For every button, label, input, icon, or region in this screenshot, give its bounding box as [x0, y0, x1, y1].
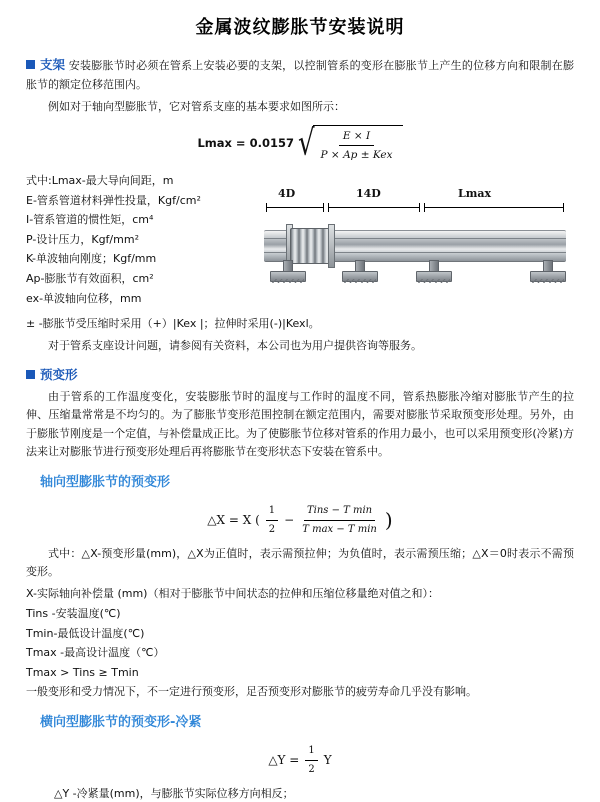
- lateral-eq-half: [305, 743, 317, 777]
- figure-label-4d: 4D: [278, 187, 296, 201]
- axial-note: Tmax > Tins ≥ Tmin: [26, 665, 139, 679]
- dimension-line-4d: [266, 207, 324, 208]
- page-title: 金属波纹膨胀节安装说明: [195, 17, 405, 38]
- lmax-denominator: P × Ap ± Kex: [320, 148, 393, 161]
- radical-icon: √: [297, 123, 315, 165]
- pipe-support-4: [530, 260, 564, 282]
- legend-item: K-单波轴向刚度；Kgf/mm: [26, 252, 157, 266]
- axial-note: 式中：△X-预变形量(mm)，△X为正值时，表示需预拉伸；为负值时，表示需预压缩；△X＝0时表示不需预变形。: [26, 547, 574, 579]
- figure-dimension-labels: [264, 185, 569, 201]
- legend-item: P-设计压力，Kgf/mm²: [26, 232, 139, 246]
- legend-item: Ap-膨胀节有效面积，cm²: [26, 272, 154, 286]
- figure-label-14d: 14D: [356, 187, 381, 201]
- axial-predeform-heading: 轴向型膨胀节的预变形: [40, 474, 171, 490]
- axial-eq-minus: −: [284, 512, 295, 527]
- axial-note: X-实际轴向补偿量 (mm)（相对于膨胀节中间状态的拉伸和压缩位移量绝对值之和）：: [26, 587, 439, 601]
- support-heading-label: 支架: [40, 56, 66, 72]
- predeform-heading-label: 预变形: [40, 366, 78, 382]
- legend-item: ex-单波轴向位移，mm: [26, 291, 142, 305]
- legend-item: I-管系管道的惯性矩，cm⁴: [26, 213, 154, 227]
- dimension-line-14d: [328, 207, 420, 208]
- lateral-note: △Y -冷紧量(mm)，与膨胀节实际位移方向相反；: [54, 787, 294, 801]
- axial-note: 一般变形和受力情况下，不一定进行预变形，足否预变形对膨胀节的疲劳寿命几乎没有影响。: [26, 685, 477, 699]
- bellows-icon: [290, 228, 332, 264]
- document-page: [0, 14, 600, 801]
- legend-list: [26, 170, 258, 309]
- legend-list-continued: [26, 315, 574, 333]
- legend-item: E-管系管道材料弹性投量，Kgf/cm²: [26, 193, 201, 207]
- pipe-support-3: [416, 260, 450, 282]
- axial-eq-lhs: △X = X (: [207, 512, 260, 527]
- document-body: [0, 54, 600, 802]
- pipe-support-1: [270, 260, 304, 282]
- support-para-1: 安装膨胀节时必须在管系上安装必要的支架，以控制管系的变形在膨胀节上产生的位移方向和限制在膨胀节的额定位移范围内。: [26, 59, 574, 91]
- support-section-intro: [26, 54, 574, 95]
- support-para-3: 对于管系支座设计问题，请参阅有关资料，本公司也为用户提供咨询等服务。: [48, 338, 422, 352]
- bellows-flange-right: [328, 224, 335, 268]
- axial-eq-half-num: 1: [266, 503, 278, 521]
- axial-eq-frac-den: T max − T min: [302, 523, 377, 535]
- figure-label-lmax: Lmax: [458, 187, 492, 201]
- pipe-figure: [258, 167, 574, 295]
- blue-square-bullet-icon: [26, 370, 35, 379]
- axial-eq-half: [266, 503, 278, 537]
- lateral-equation: [26, 743, 574, 777]
- axial-note: Tins -安装温度(℃): [26, 606, 121, 620]
- axial-eq-half-den: 2: [268, 523, 276, 535]
- sqrt-group: [298, 125, 403, 164]
- lateral-eq-rhs: Y: [323, 752, 332, 767]
- pipe-illustration: [264, 216, 569, 288]
- axial-note: Tmax -最高设计温度（℃）: [26, 646, 165, 660]
- lmax-numerator: E × I: [339, 128, 374, 146]
- axial-note: Tmin-最低设计温度(℃): [26, 626, 145, 640]
- predeform-section-heading: [26, 365, 574, 384]
- axial-eq-fraction: [299, 503, 380, 537]
- legend-and-figure: [26, 167, 574, 312]
- axial-eq-frac-num: Tins − T min: [304, 503, 375, 521]
- lateral-eq-half-den: 2: [308, 763, 315, 775]
- pipe-support-2: [342, 260, 376, 282]
- blue-square-bullet-icon: [26, 60, 35, 69]
- axial-notes: [26, 545, 574, 701]
- dimension-line-lmax: [424, 207, 564, 208]
- predeform-para-1: 由于管系的工作温度变化，安装膨胀节时的温度与工作时的温度不同，管系热膨胀冷缩对膨胀节产生的拉伸、压缩量常常是不均匀的。为了膨胀节变形范围控制在额定范围内，需要对膨胀节采取预变形处理。另外，由于膨胀节刚度是一个定值，与补偿量成正比。为了使膨胀节位移对管系的作用力最小，也可以采用预变形(冷紧)方法来让对膨胀节进行预变形处理后再将膨胀节在变形状态下安装在管系中。: [26, 390, 574, 458]
- support-para-2: 例如对于轴向型膨胀节，它对管系支座的基本要求如图所示：: [48, 100, 345, 114]
- lateral-eq-lhs: △Y =: [268, 752, 300, 767]
- lmax-formula-lhs: Lmax = 0.0157: [197, 135, 294, 150]
- lmax-formula: [26, 125, 574, 164]
- legend-item: 式中:Lmax-最大导向间距，m: [26, 174, 174, 188]
- legend-item: ± -膨胀节受压缩时采用（+）|Kex |；拉伸时采用(-)|Kexl。: [26, 317, 320, 331]
- figure-dimension-lines: [264, 202, 569, 214]
- lateral-eq-half-num: 1: [305, 743, 317, 761]
- support-section-heading: [26, 54, 65, 75]
- lmax-fraction: [317, 128, 397, 164]
- lateral-predeform-heading: 横向型膨胀节的预变形-冷紧: [40, 714, 202, 730]
- axial-equation: [26, 503, 574, 537]
- axial-eq-rhs: ): [384, 508, 393, 533]
